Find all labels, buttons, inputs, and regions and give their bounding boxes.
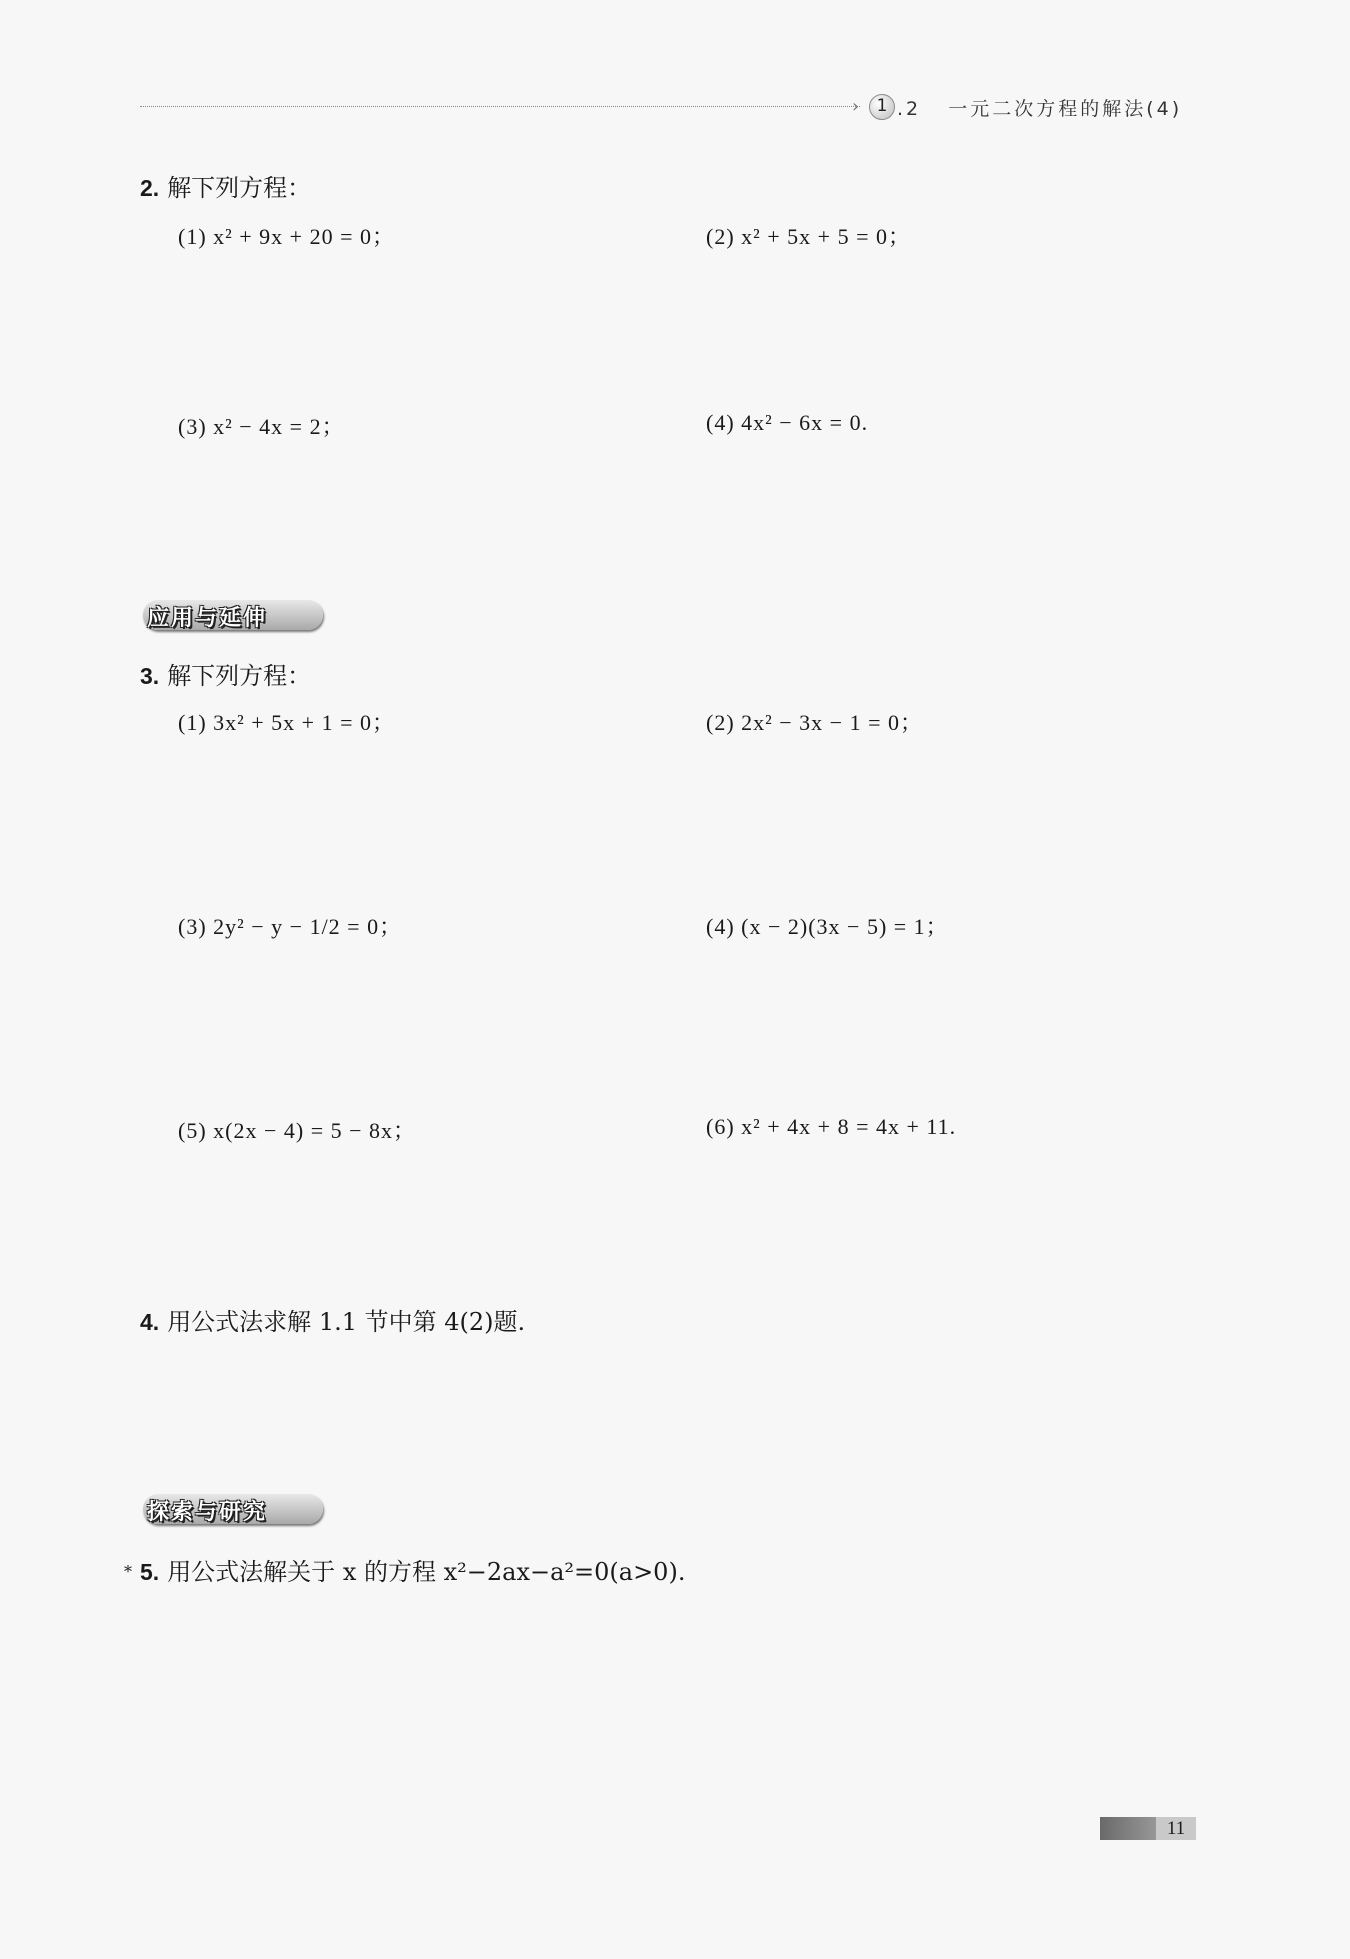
equation: x² + 4x + 8 = 4x + 11. <box>741 1114 957 1139</box>
q2-item-4 <box>706 410 868 436</box>
q3-item-4 <box>706 910 949 941</box>
equation: x² + 9x + 20 = 0； <box>213 224 395 249</box>
item-label: (1) <box>178 224 207 249</box>
equation: (x − 2)(3x − 5) = 1； <box>741 914 949 939</box>
page-number-bar <box>1100 1817 1160 1840</box>
section-badge-apply <box>143 600 323 630</box>
question-2-heading <box>140 168 311 203</box>
equation: 2y² − y − 1/2 = 0； <box>213 914 403 939</box>
q3-item-5 <box>178 1114 416 1145</box>
q3-item-2 <box>706 706 923 737</box>
item-label: (4) <box>706 410 735 435</box>
item-label: (5) <box>178 1118 207 1143</box>
item-label: (2) <box>706 710 735 735</box>
question-5 <box>140 1552 685 1587</box>
section-badge-label: 应用与延伸 <box>147 606 268 631</box>
question-text: 用公式法解关于 x 的方程 x²−2ax−a²=0(a>0). <box>167 1558 686 1586</box>
equation: x² − 4x = 2； <box>213 414 345 439</box>
section-badge-label: 探索与研究 <box>147 1500 268 1525</box>
section-suffix: .2 <box>897 98 922 120</box>
q3-item-3 <box>178 910 402 941</box>
equation: x(2x − 4) = 5 − 8x； <box>213 1118 417 1143</box>
arrow-icon: › <box>852 96 860 117</box>
item-label: (3) <box>178 414 207 439</box>
question-number: 3. <box>140 663 160 689</box>
section-badge-explore <box>143 1494 323 1524</box>
equation: x² + 5x + 5 = 0； <box>741 224 911 249</box>
question-prompt: 解下列方程： <box>167 662 312 690</box>
question-3-heading <box>140 656 311 691</box>
question-text: 用公式法求解 1.1 节中第 4(2)题. <box>167 1308 526 1336</box>
section-number-circle-icon <box>869 94 895 120</box>
page-number: 11 <box>1156 1817 1196 1840</box>
section-title: 一元二次方程的解法(4) <box>948 98 1183 120</box>
question-number: 5. <box>140 1559 160 1585</box>
item-label: (4) <box>706 914 735 939</box>
equation: 3x² + 5x + 1 = 0； <box>213 710 395 735</box>
q2-item-2 <box>706 220 911 251</box>
equation: 4x² − 6x = 0. <box>741 410 869 435</box>
item-label: (1) <box>178 710 207 735</box>
equation: 2x² − 3x − 1 = 0； <box>741 710 923 735</box>
q2-item-3 <box>178 410 345 441</box>
question-4 <box>140 1302 525 1337</box>
header-dotted-rule <box>140 106 860 107</box>
running-header <box>897 94 1182 121</box>
q3-item-6 <box>706 1114 956 1140</box>
optional-star: * <box>124 1562 132 1581</box>
q3-item-1 <box>178 706 395 737</box>
section-number: 1 <box>876 96 888 116</box>
question-number: 4. <box>140 1309 160 1335</box>
q2-item-1 <box>178 220 395 251</box>
item-label: (3) <box>178 914 207 939</box>
item-label: (2) <box>706 224 735 249</box>
item-label: (6) <box>706 1114 735 1139</box>
question-number: 2. <box>140 175 160 201</box>
question-prompt: 解下列方程： <box>167 174 312 202</box>
